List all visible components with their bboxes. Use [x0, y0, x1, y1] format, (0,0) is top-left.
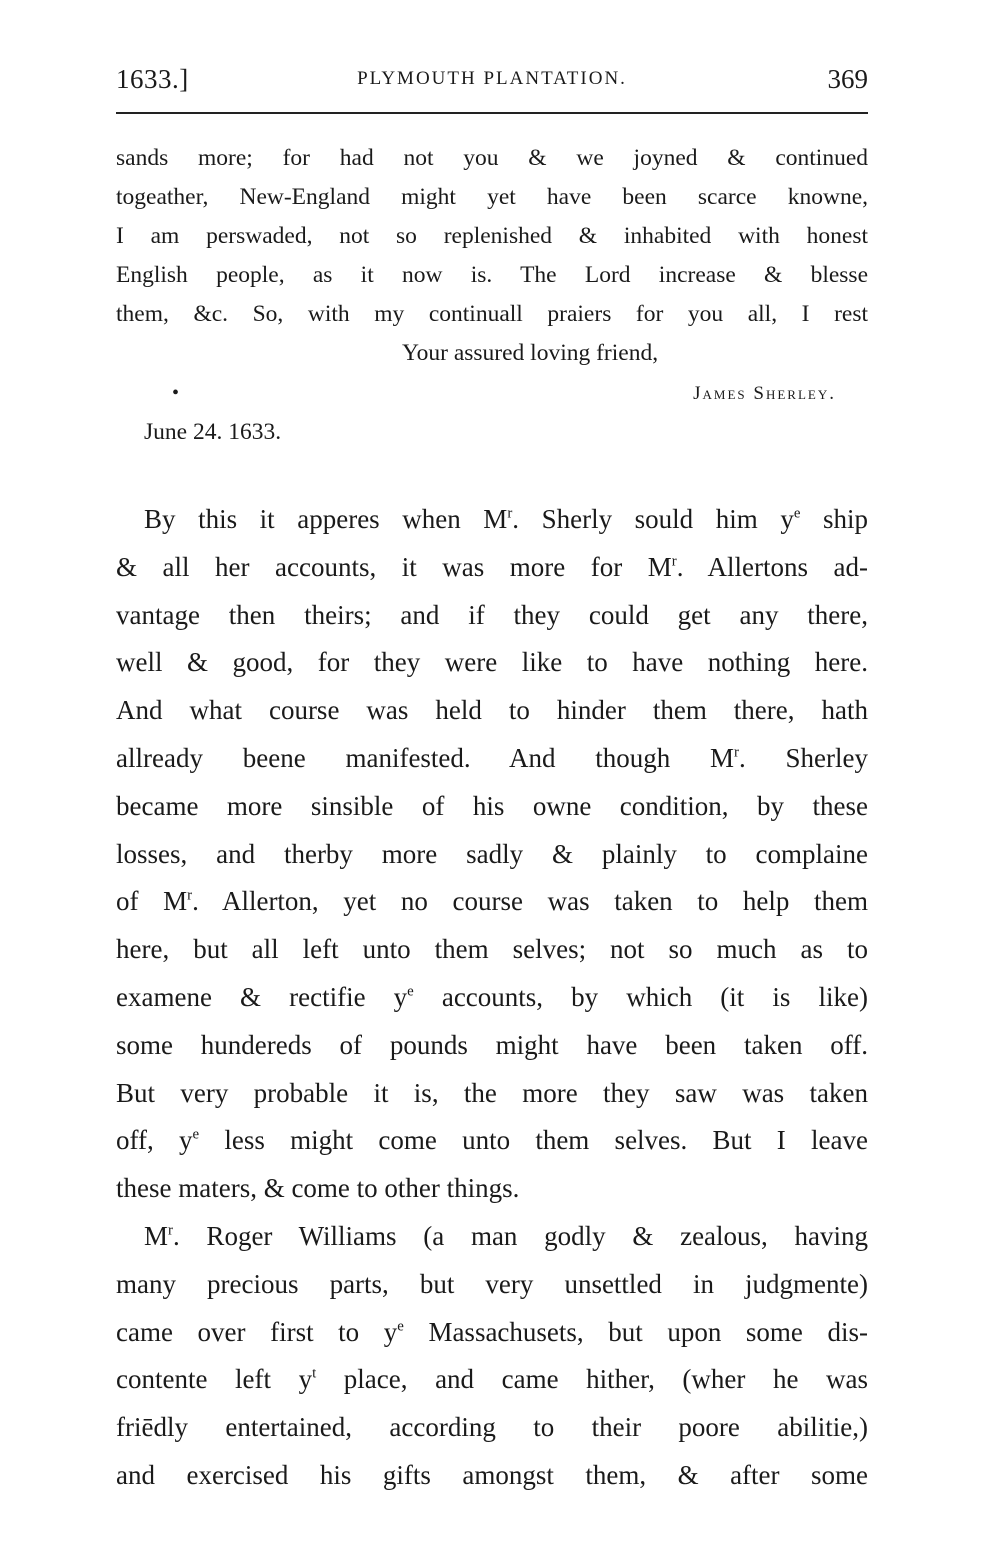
superscript: r	[671, 553, 677, 570]
text-run: these maters, & come to other things.	[116, 1173, 520, 1204]
superscript: r	[187, 887, 193, 904]
paragraph-2	[116, 1213, 868, 1500]
text-line	[116, 831, 868, 879]
text-run: M	[144, 1220, 169, 1251]
text-run: some hundereds of pounds might have been taken off.	[116, 1029, 868, 1060]
text-line	[116, 783, 868, 831]
text-run: friēdly entertained, according to their poore abilitie,)	[116, 1412, 868, 1443]
text-line	[116, 496, 868, 544]
text-run: accounts, by which (it is like)	[413, 981, 868, 1012]
text-run: off, y	[116, 1125, 193, 1156]
superscript: r	[168, 1222, 173, 1239]
text-run: became more sinsible of his owne condition, by these	[116, 790, 868, 821]
superscript: r	[734, 744, 739, 761]
text-run: of M	[116, 886, 188, 917]
text-line	[116, 1261, 868, 1309]
letter-signature: James Sherley.	[693, 383, 836, 404]
superscript: e	[407, 983, 414, 1000]
text-run: place, and came hither, (wher he was	[316, 1364, 868, 1395]
letter-line: English people, as it now is. The Lord increase & blesse	[116, 262, 868, 288]
letter-excerpt	[116, 139, 868, 452]
running-header	[116, 64, 868, 98]
text-run: . Allertons ad-	[676, 551, 868, 582]
letter-closing: Your assured loving friend,	[402, 340, 659, 366]
text-line	[116, 1117, 868, 1165]
text-run: and exercised his gifts amongst them, & after some	[116, 1459, 868, 1490]
superscript: e	[793, 505, 801, 522]
text-line	[116, 735, 868, 783]
paragraph-1	[116, 496, 868, 1213]
stray-mark: •	[172, 382, 180, 404]
header-rule	[116, 112, 868, 114]
text-run: & all her accounts, it was more for M	[116, 551, 672, 582]
text-line	[116, 1452, 868, 1500]
superscript: e	[192, 1126, 200, 1143]
text-run: ship	[800, 504, 869, 534]
letter-signoff	[116, 334, 868, 452]
text-run: Massachusets, but upon some dis-	[403, 1316, 868, 1347]
page-number: 369	[827, 64, 868, 94]
text-line	[116, 926, 868, 974]
text-line	[116, 1404, 868, 1452]
letter-date: June 24. 1633.	[144, 419, 282, 445]
text-line	[116, 639, 868, 687]
text-run: . Allerton, yet no course was taken to help them	[192, 886, 869, 917]
header-year: 1633.]	[116, 64, 189, 94]
superscript: t	[312, 1365, 317, 1382]
text-run: losses, and therby more sadly & plainly to complaine	[116, 838, 868, 869]
text-line	[116, 544, 868, 592]
text-run: . Sherley	[738, 742, 868, 773]
text-run: And what course was held to hinder them there, hath	[116, 695, 868, 726]
letter-line: togeather, New-England might yet have been scarce knowne,	[116, 184, 868, 210]
text-line	[116, 1356, 868, 1404]
text-line	[116, 1070, 868, 1118]
text-line	[116, 1165, 868, 1213]
text-line	[116, 1213, 868, 1261]
text-run: allready beene manifested. And though M	[116, 742, 735, 773]
text-line	[116, 687, 868, 735]
text-run: here, but all left unto them selves; not so much as to	[116, 934, 868, 965]
main-text	[116, 496, 868, 1500]
text-run: well & good, for they were like to have nothing here.	[116, 647, 868, 678]
text-run: examene & rectifie y	[116, 981, 408, 1012]
letter-line: sands more; for had not you & we joyned & continued	[116, 145, 868, 171]
text-line	[116, 1022, 868, 1070]
text-run: . Roger Williams (a man godly & zealous, having	[172, 1220, 868, 1251]
text-run: By this it apperes when M	[144, 504, 508, 534]
text-line	[116, 974, 868, 1022]
header-title: PLYMOUTH PLANTATION.	[357, 68, 627, 89]
superscript: r	[507, 505, 513, 522]
text-run: many precious parts, but very unsettled in judgmente)	[116, 1268, 868, 1299]
text-line	[116, 878, 868, 926]
text-run: came over first to y	[116, 1316, 398, 1347]
text-run: less might come unto them selves. But I leave	[199, 1125, 868, 1156]
text-line	[116, 1309, 868, 1357]
text-run: vantage then theirs; and if they could get any there,	[116, 599, 868, 630]
text-line	[116, 592, 868, 640]
text-run: contente left y	[116, 1364, 313, 1395]
superscript: e	[397, 1318, 404, 1335]
letter-line: I am perswaded, not so replenished & inhabited with honest	[116, 223, 868, 249]
text-run: . Sherly sould him y	[512, 504, 794, 534]
text-run: But very probable it is, the more they saw was taken	[116, 1077, 868, 1108]
letter-line: them, &c. So, with my continuall praiers for you all, I rest	[116, 301, 868, 327]
